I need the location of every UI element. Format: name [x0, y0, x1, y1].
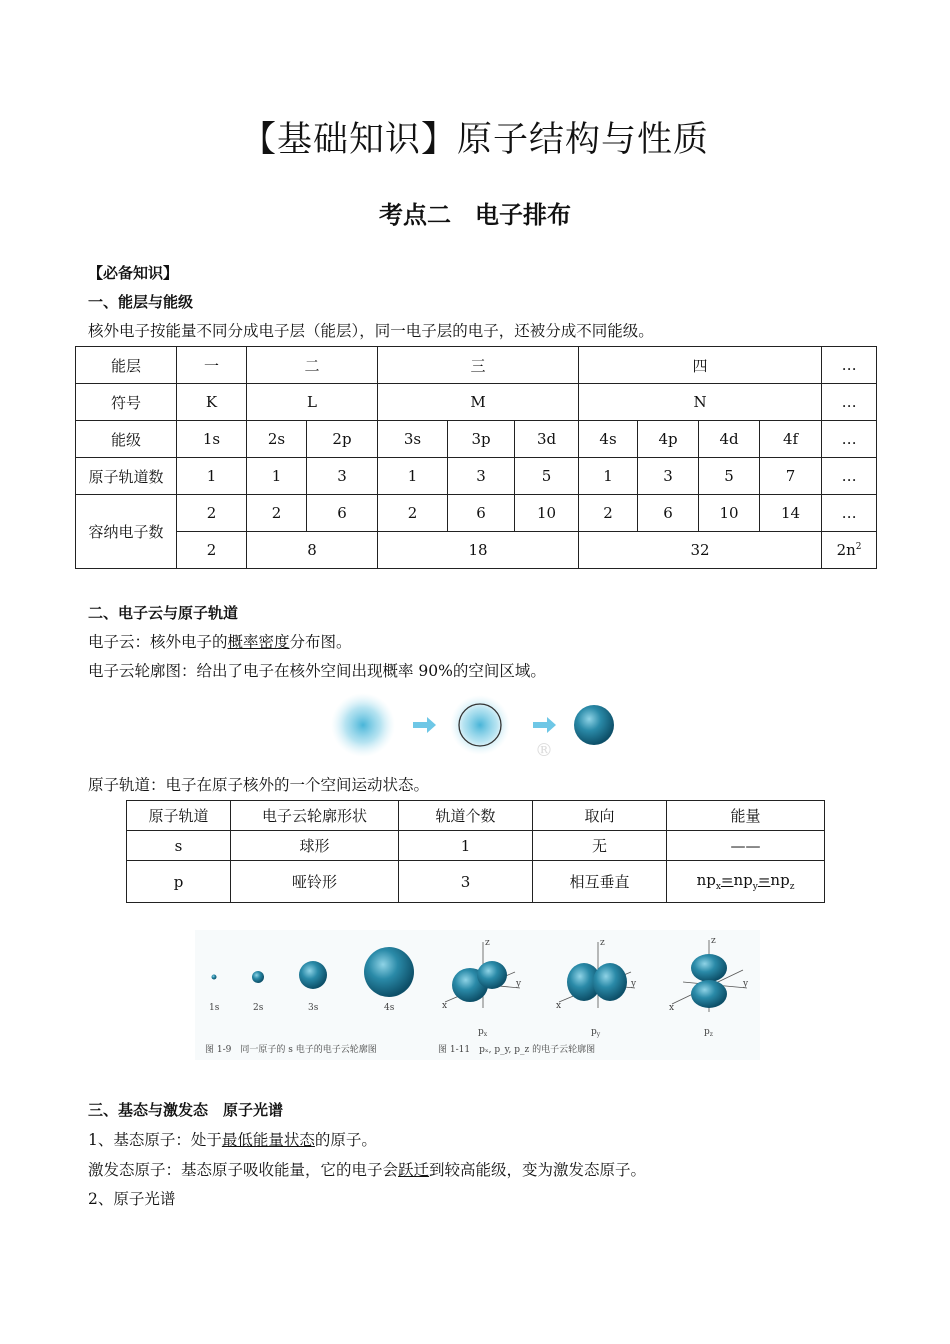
table-cell: … — [822, 347, 877, 384]
table-cell: L — [247, 384, 378, 421]
table-cell: 10 — [515, 495, 579, 532]
svg-text:z: z — [485, 938, 490, 948]
section-heading-shells: 一、能层与能级 — [88, 293, 194, 311]
row-label: 符号 — [76, 384, 177, 421]
label-4s: 4s — [384, 1003, 395, 1013]
orbital-3s-icon — [299, 961, 327, 989]
cloud-paragraph — [88, 630, 352, 652]
table-cell: 二 — [247, 347, 378, 384]
table-cell: 3 — [307, 458, 378, 495]
table-cell: 1 — [399, 831, 533, 861]
table-cell: 5 — [699, 458, 760, 495]
table-cell: p — [127, 861, 231, 903]
table-cell: 4p — [638, 421, 699, 458]
table-cell: 2 — [247, 495, 307, 532]
orbital-paragraph: 原子轨道：电子在原子核外的一个空间运动状态。 — [88, 776, 430, 794]
table-cell: … — [822, 495, 877, 532]
svg-text:x: x — [669, 1003, 675, 1013]
shell-row — [76, 347, 877, 384]
label-3s: 3s — [308, 1003, 319, 1013]
table-cell: 1 — [177, 458, 247, 495]
table-cell: 3s — [378, 421, 448, 458]
sphere-icon — [574, 705, 614, 745]
table-cell: 7 — [760, 458, 822, 495]
cloud-prefix: 电子云：核外电子的 — [88, 633, 228, 651]
orbital-4s-icon — [364, 947, 414, 997]
general-formula: 2n — [836, 541, 856, 559]
table-cell: 4d — [699, 421, 760, 458]
orbital-table — [126, 800, 825, 903]
table-cell: 4s — [579, 421, 638, 458]
cloud-suffix: 分布图。 — [289, 633, 352, 651]
excited-state-paragraph: 激发态原子：基态原子吸收能量，它的电子会跃迁到较高能级，变为激发态原子。 — [88, 1161, 647, 1179]
section-required-knowledge: 【必备知识】 — [88, 264, 179, 282]
capacity-row — [76, 495, 877, 532]
table-cell: 8 — [247, 532, 378, 569]
cloud-underlined: 概率密度 — [227, 633, 290, 651]
column-header: 轨道个数 — [399, 801, 533, 831]
orbital-count-row — [76, 458, 877, 495]
energy-cell: $np_x=np_y=np_z$ — [667, 861, 825, 903]
table-cell: 6 — [638, 495, 699, 532]
table-cell: 1 — [378, 458, 448, 495]
table-cell: 3p — [448, 421, 515, 458]
table-cell: 18 — [378, 532, 579, 569]
table-cell: 3 — [638, 458, 699, 495]
electron-cloud-figure — [325, 688, 625, 762]
figure-caption-p: 图 1-11 pₓ, p_y, p_z 的电子云轮廓图 — [438, 1045, 596, 1055]
table-cell: 2 — [177, 532, 247, 569]
excited-underlined: 跃迁 — [398, 1161, 430, 1179]
orbital-2s-icon — [252, 971, 264, 983]
orbital-figure — [195, 930, 760, 1060]
table-cell: 一 — [177, 347, 247, 384]
label-1s: 1s — [209, 1003, 220, 1013]
table-cell: 3d — [515, 421, 579, 458]
table-cell: 4f — [760, 421, 822, 458]
table-cell: 哑铃形 — [231, 861, 399, 903]
table-cell: 5 — [515, 458, 579, 495]
label-py: $p_y$ — [591, 1027, 601, 1038]
row-label: 能级 — [76, 421, 177, 458]
table-cell: 32 — [579, 532, 822, 569]
ground-underlined: 最低能量状态 — [221, 1131, 315, 1149]
table-cell: 球形 — [231, 831, 399, 861]
section-heading-states: 三、基态与激发态 原子光谱 — [88, 1101, 284, 1119]
orbital-1s-icon — [212, 975, 217, 980]
page-subtitle: 考点二 电子排布 — [379, 201, 571, 229]
column-header: 电子云轮廓形状 — [231, 801, 399, 831]
table-cell: 3 — [399, 861, 533, 903]
table-cell: 2 — [579, 495, 638, 532]
arrow-right-icon — [533, 717, 556, 733]
watermark: ® — [535, 740, 553, 761]
table-cell: K — [177, 384, 247, 421]
spectrum-heading: 2、原子光谱 — [88, 1190, 176, 1208]
capacity-shell-row — [76, 532, 877, 569]
table-cell: 1 — [247, 458, 307, 495]
table-cell: s — [127, 831, 231, 861]
table-cell: 1 — [579, 458, 638, 495]
table-row — [127, 831, 825, 861]
table-cell: 1s — [177, 421, 247, 458]
table-cell: 三 — [378, 347, 579, 384]
table-cell: 2 — [378, 495, 448, 532]
shells-paragraph: 核外电子按能量不同分成电子层（能层），同一电子层的电子，还被分成不同能级。 — [88, 322, 654, 340]
row-label: 容纳电子数 — [76, 495, 177, 569]
svg-text:y: y — [516, 979, 522, 989]
label-pz: $p_z$ — [704, 1027, 713, 1038]
table-cell: … — [822, 458, 877, 495]
table-cell: N — [579, 384, 822, 421]
table-cell: —— — [667, 831, 825, 861]
arrow-right-icon — [413, 717, 436, 733]
table-cell: 14 — [760, 495, 822, 532]
table-cell: … — [822, 384, 877, 421]
column-header: 原子轨道 — [127, 801, 231, 831]
sublevel-row — [76, 421, 877, 458]
table-cell: … — [822, 421, 877, 458]
table-cell: M — [378, 384, 579, 421]
table-cell: 2s — [247, 421, 307, 458]
row-label: 原子轨道数 — [76, 458, 177, 495]
table-cell: 3 — [448, 458, 515, 495]
table-cell: 6 — [307, 495, 378, 532]
table-cell: 2 — [177, 495, 247, 532]
figure-caption-s: 图 1-9 同一原子的 s 电子的电子云轮廓图 — [205, 1045, 377, 1055]
row-label: 能层 — [76, 347, 177, 384]
table-cell — [822, 532, 877, 569]
table-cell: 无 — [533, 831, 667, 861]
symbol-row — [76, 384, 877, 421]
table-cell: 2p — [307, 421, 378, 458]
svg-text:z: z — [711, 936, 716, 946]
svg-text:x: x — [442, 1001, 448, 1011]
table-cell: 四 — [579, 347, 822, 384]
table-cell: 10 — [699, 495, 760, 532]
column-header: 能量 — [667, 801, 825, 831]
table-header-row — [127, 801, 825, 831]
shell-table — [75, 346, 877, 569]
page-title: 【基础知识】原子结构与性质 — [240, 120, 709, 160]
column-header: 取向 — [533, 801, 667, 831]
table-cell: 6 — [448, 495, 515, 532]
section-heading-cloud: 二、电子云与原子轨道 — [88, 604, 239, 622]
svg-text:y: y — [743, 979, 749, 989]
table-cell: 相互垂直 — [533, 861, 667, 903]
label-2s: 2s — [253, 1003, 264, 1013]
label-px: $p_x$ — [478, 1027, 488, 1038]
formula-exponent: 2 — [855, 542, 862, 552]
svg-text:z: z — [600, 938, 605, 948]
ground-state-paragraph: 1、基态原子：处于最低能量状态的原子。 — [88, 1131, 377, 1149]
svg-text:y: y — [631, 979, 637, 989]
table-row — [127, 861, 825, 903]
cloud-dots-icon — [331, 693, 395, 757]
svg-text:x: x — [556, 1001, 562, 1011]
contour-paragraph: 电子云轮廓图：给出了电子在核外空间出现概率 90%的空间区域。 — [88, 662, 546, 680]
